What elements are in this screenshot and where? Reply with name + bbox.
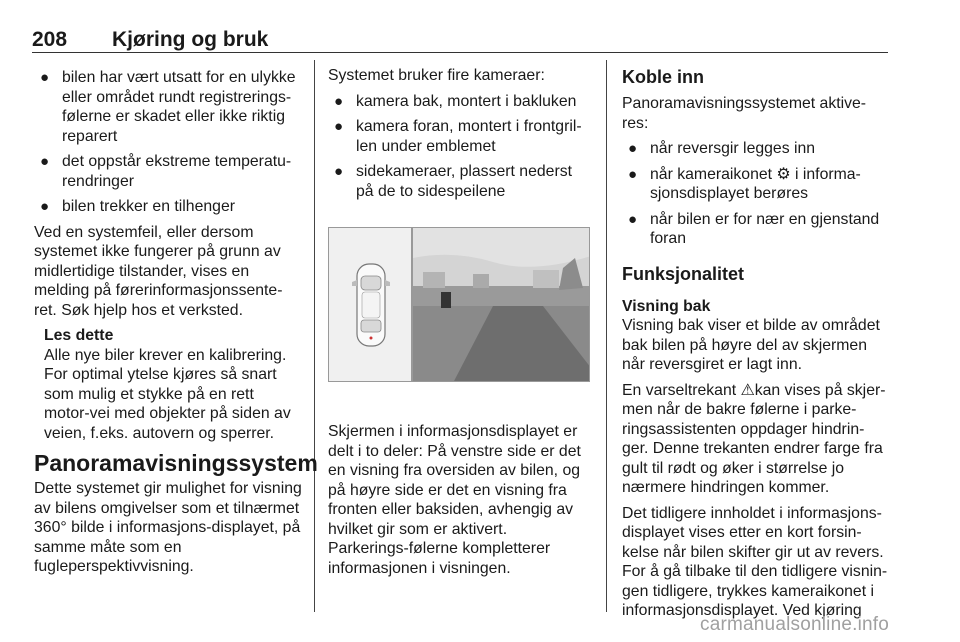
list-item: ● når reversgir legges inn <box>628 140 816 157</box>
system-fault-paragraph: Ved en systemfeil, eller dersom systemet ikke fungerer på grunn av midlertidige tilstander, vises en melding på førerinformasjonssente-ret. Søk hjelp hos et verksted. <box>34 223 283 319</box>
list-item: ● bilen trekker en tilhenger <box>40 198 235 215</box>
rear-view-paragraph: Visning bak viser et bilde av området bak bilen på høyre del av skjermen når reversgiret er lagt inn. <box>622 317 880 373</box>
list-item: ● sidekameraer, plassert nederst på de to sidespeilene <box>334 163 572 200</box>
bullet-icon: ● <box>628 165 638 183</box>
functionality-heading: Funksjonalitet <box>622 263 745 284</box>
note-box <box>34 326 302 443</box>
list-item: ● kamera bak, montert i bakluken <box>334 92 577 110</box>
bullet-icon: ● <box>40 153 50 170</box>
camera-view-panel <box>412 227 590 382</box>
column-1 <box>34 68 318 583</box>
list-item: ● bilen har vært utsatt for en ulykke eller området rundt registrerings-følerne er skadet eller ikke riktig reparert <box>40 69 296 145</box>
bullet-icon: ● <box>628 210 638 228</box>
column-2 <box>328 66 592 584</box>
bullet-icon: ● <box>628 140 638 157</box>
page-number: 208 <box>32 28 68 51</box>
cameras-intro: Systemet bruker fire kameraer: <box>328 67 545 84</box>
rear-camera-view <box>413 228 590 382</box>
car-top-view-icon <box>329 228 413 383</box>
list-item: ● kamera foran, montert i frontgril-len under emblemet <box>334 118 582 155</box>
rear-view-subheading: Visning bak <box>622 297 711 315</box>
display-caption: Skjermen i informasjonsdisplayet er delt i to deler: På venstre side er det en visning fra oversiden av bilen, og på høyre side er det en visning fra fronten eller baksiden, avhengig av hvilket gir som er aktivert. Parkerings-følerne kompletterer informasjonen i visningen. <box>328 423 581 577</box>
column-3 <box>622 66 890 627</box>
bullet-icon: ● <box>334 118 344 135</box>
list-item: ● når kameraikonet ⚙ i informa-sjonsdisplayet berøres <box>628 165 861 202</box>
activation-intro: Panoramavisningssystemet aktive-res: <box>622 95 867 132</box>
list-item: ● det oppstår ekstreme temperatu-rendringer <box>40 153 292 190</box>
note-text: Alle nye biler krever en kalibrering. For optimal ytelse kjøres så snart som mulig et stykke på en rett motor-vei med objekter på siden av veien, f.eks. autovern og sperrer. <box>44 346 291 442</box>
activation-heading: Koble inn <box>622 67 704 87</box>
display-illustration <box>328 227 590 382</box>
intro-paragraph: Dette systemet gir mulighet for visning av bilens omgivelser som et tilnærmet 360° bilde i informasjons-displayet, på samme måte som en fugleperspektivvisning. <box>34 480 302 575</box>
bullet-icon: ● <box>334 92 344 110</box>
bullet-icon: ● <box>334 163 344 180</box>
bullet-icon: ● <box>40 69 50 86</box>
note-title: Les dette <box>44 327 114 344</box>
bullet-icon: ● <box>40 198 50 215</box>
column-divider-2 <box>606 60 607 612</box>
previous-content-paragraph: Det tidligere innholdet i informasjons-displayet vises etter en kort forsin-kelse når bilen skifter gir ut av revers. For å gå tilbake til den tidligere visnin-gen tidligere, trykkes kameraikonet i informasjonsdisplayet. Ved kjøring <box>622 504 888 619</box>
list-item: ● når bilen er for nær en gjenstand foran <box>628 210 880 247</box>
watermark: carmanualsonline.info <box>700 614 890 635</box>
chapter-title: Kjøring og bruk <box>112 28 269 51</box>
section-heading: Panoramavisningssystem <box>34 450 318 476</box>
cameras-list <box>328 92 592 202</box>
column-divider-1 <box>314 60 315 612</box>
conditions-list <box>34 68 302 217</box>
top-view-panel <box>328 227 412 382</box>
activation-list <box>622 139 890 249</box>
warning-triangle-paragraph: En varseltrekant ⚠kan vises på skjer-men når de bakre følerne i parke-ringsassistenten oppdager hindrin-ger. Denne trekanten endrer farge fra gult til rødt og øker i størrelse jo nærmere hindringen kommer. <box>622 381 886 496</box>
header-rule <box>32 52 888 53</box>
